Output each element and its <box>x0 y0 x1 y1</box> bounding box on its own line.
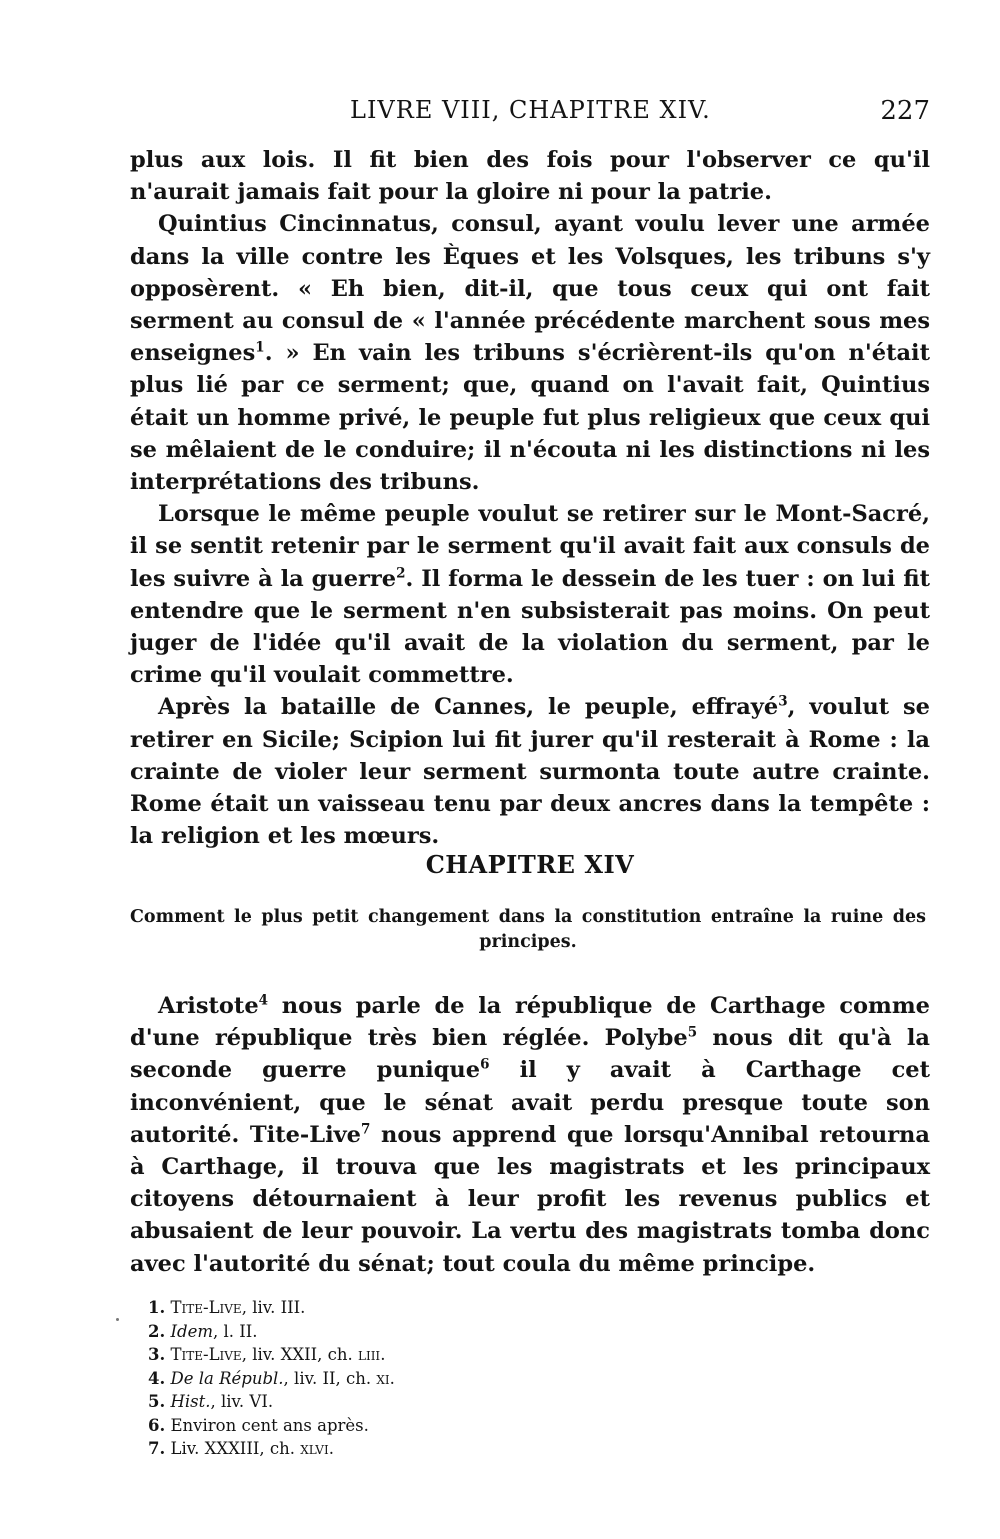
footnote-text: . <box>380 1345 386 1364</box>
footnote-ref: 7 <box>361 1121 371 1138</box>
page-number: 227 <box>880 96 930 126</box>
paragraph-text: Lorsque le même peuple voulut se retirer sur le Mont-Sacré, il se sentit retenir par le serment qu'il avait fait aux consuls de les suivre à la guerre <box>130 501 930 592</box>
footnote-text: Liv. XXXIII, ch. <box>170 1439 301 1458</box>
footnote-source: De la Républ. <box>170 1368 284 1388</box>
paragraph-text: , voulut se retirer en Sicile; Scipion lui fit jurer qu'il resterait à Rome : la crainte de violer leur serment surmonta toute autre crainte. Rome était un vaisseau tenu par deux ancres dans la tempête : la religion et les mœurs. <box>130 694 930 850</box>
footnote-chapter: xi <box>376 1368 390 1388</box>
footnote-number: 2. <box>148 1321 166 1341</box>
footnote <box>148 1390 648 1414</box>
footnotes <box>148 1296 648 1461</box>
chapter-heading: CHAPITRE XIV <box>425 850 635 879</box>
footnote <box>148 1296 648 1320</box>
footnote-number: 7. <box>148 1439 166 1458</box>
paragraph-text: nous apprend que lorsqu'Annibal retourna à Carthage, il trouva que les magistrats et les principaux citoyens détournaient à leur profit les revenus publics et abusaient de leur pouvoir. La vertu des magistrats tomba donc avec l'autorité du sénat; tout coula du même principe. <box>130 1121 930 1277</box>
paragraph <box>130 990 930 1280</box>
footnote-ref: 1 <box>255 339 265 356</box>
print-speck <box>116 1318 119 1321</box>
body-text <box>130 144 930 852</box>
paragraph-text: Après la bataille de Cannes, le peuple, effrayé <box>158 694 779 721</box>
footnote <box>148 1320 648 1344</box>
footnote-number: 1. <box>148 1298 166 1317</box>
paragraph-text: . Il forma le dessein de les tuer : on lui fit entendre que le serment n'en subsisterait pas moins. On peut juger de l'idée qu'il avait de la violation du serment, par le crime qu'il voulait commettre. <box>130 565 930 689</box>
footnote-ref: 4 <box>258 992 269 1009</box>
footnote-source: Tite-Live <box>170 1345 242 1364</box>
footnote-text: , liv. II, ch. <box>283 1368 377 1388</box>
footnote-text: , l. II. <box>212 1321 258 1341</box>
footnote-chapter: xlvi <box>300 1439 329 1458</box>
paragraph <box>130 208 930 498</box>
footnote-text: Environ cent ans après. <box>170 1415 369 1435</box>
paragraph-text: Aristote <box>158 993 259 1019</box>
paragraph-text: plus aux lois. Il fit bien des fois pour l'observer ce qu'il n'aurait jamais fait pour la gloire ni pour la patrie. <box>130 147 930 206</box>
footnote-number: 5. <box>148 1392 166 1411</box>
footnote-ref: 5 <box>687 1024 698 1041</box>
footnote-text: , liv. XXII, ch. <box>241 1345 358 1364</box>
footnote <box>148 1343 648 1367</box>
paragraph-text: nous dit qu'à la seconde guerre punique <box>130 1025 930 1084</box>
footnote <box>148 1437 648 1461</box>
footnote-text: , liv. III. <box>241 1298 306 1317</box>
paragraph <box>130 498 930 691</box>
footnote-ref: 3 <box>778 693 788 710</box>
footnote-number: 3. <box>148 1345 166 1364</box>
running-title: LIVRE VIII, CHAPITRE XIV. <box>350 96 711 124</box>
footnote <box>148 1367 648 1391</box>
paragraph <box>130 691 930 852</box>
paragraph-text: . » En vain les tribuns s'écrièrent-ils qu'on n'était plus lié par ce serment; que, quand on l'avait fait, Quintius était un homme privé, le peuple fut plus religieux que ceux qui se mêlaient de le conduire; il n'écouta ni les distinctions ni les interprétations des tribuns. <box>130 340 930 496</box>
running-header <box>130 96 930 132</box>
chapter-body <box>130 990 930 1280</box>
chapter-subtitle: Comment le plus petit changement dans la constitution entraîne la ruine des principes. <box>130 907 926 952</box>
footnote-source: Tite-Live <box>170 1298 242 1317</box>
paragraph-text: Quintius Cincinnatus, consul, ayant voulu lever une armée dans la ville contre les Èques et les Volsques, les tribuns s'y opposèrent. « Eh bien, dit-il, que tous ceux qui ont fait serment au consul de « l'année précédente marchent sous mes enseignes <box>130 211 930 367</box>
footnote-source: Idem <box>170 1321 213 1341</box>
footnote-ref: 6 <box>480 1056 490 1073</box>
paragraph-text: nous parle de la république de Carthage comme d'une république très bien réglée. Polybe <box>130 993 930 1052</box>
footnote-text: , liv. VI. <box>210 1392 274 1411</box>
footnote-number: 6. <box>148 1415 166 1435</box>
footnote-number: 4. <box>148 1368 166 1388</box>
footnote-text: . <box>328 1439 334 1458</box>
paragraph <box>130 144 930 208</box>
footnote-ref: 2 <box>396 565 406 582</box>
footnote-chapter: liii <box>357 1345 381 1364</box>
footnote-text: . <box>389 1368 395 1388</box>
footnote <box>148 1414 648 1438</box>
footnote-source: Hist. <box>170 1392 211 1411</box>
paragraph-text: il y avait à Carthage cet inconvénient, que le sénat avait perdu presque toute son autorité. Tite-Live <box>130 1057 930 1148</box>
